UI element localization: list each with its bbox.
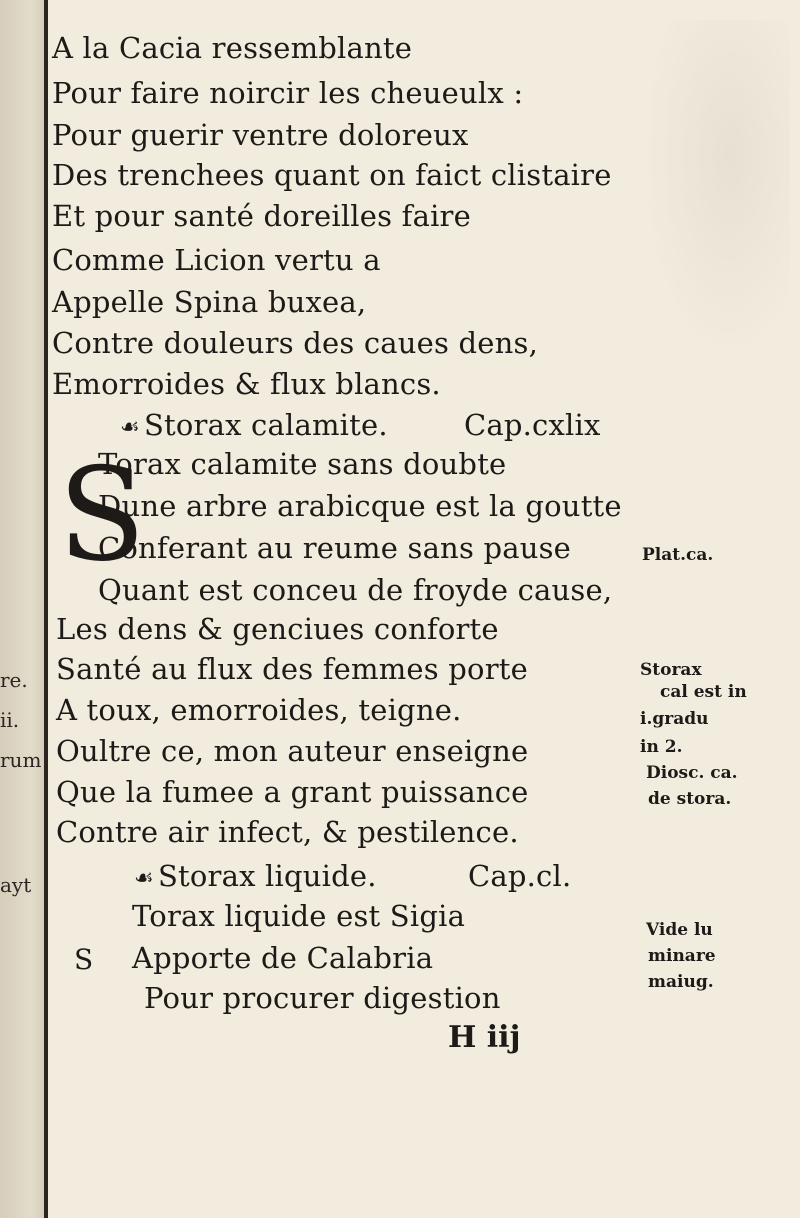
verse-line: Contre air infect, & pestilence.: [56, 815, 519, 849]
verse-line: Que la fumee a grant puissance: [56, 775, 529, 809]
left-cut-text: ayt: [0, 873, 32, 897]
margin-note-line: minare: [648, 946, 716, 966]
marginal-letter: S: [74, 943, 94, 976]
margin-note-line: i.gradu: [640, 709, 709, 729]
verse-line: Pour faire noircir les cheueulx :: [52, 76, 524, 110]
left-cut-text: ii.: [0, 708, 20, 732]
verse-line: A toux, emorroides, teigne.: [56, 693, 462, 727]
drop-cap: S: [58, 441, 146, 590]
verse-line: Appelle Spina buxea,: [52, 285, 367, 319]
fleuron-icon: ☙: [134, 866, 154, 891]
verse-line: Comme Licion vertu a: [52, 243, 381, 277]
verse-line: Emorroides & flux blancs.: [52, 367, 441, 401]
margin-note-line: Storax: [640, 660, 702, 680]
verse-line: Torax calamite sans doubte: [98, 447, 507, 481]
margin-note-line: maiug.: [648, 972, 714, 992]
signature-mark: H iij: [448, 1020, 521, 1055]
margin-note-line: Diosc. ca.: [646, 763, 738, 783]
left-cut-text: re.: [0, 668, 28, 692]
verse-line: Apporte de Calabria: [132, 941, 434, 975]
left-cut-text: rum: [0, 748, 42, 772]
chapter-title: Storax calamite.: [143, 408, 388, 442]
verse-line: Oultre ce, mon auteur enseigne: [56, 734, 529, 768]
chapter-number: Cap.cxlix: [464, 408, 601, 442]
margin-note-plat: Plat.ca.: [642, 545, 714, 565]
margin-note-line: cal est in: [660, 682, 747, 702]
margin-note-line: Vide lu: [646, 920, 713, 940]
margin-note-line: de stora.: [648, 789, 732, 809]
chapter-heading: [134, 856, 377, 900]
verse-line: Dune arbre arabicque est la goutte: [98, 489, 622, 523]
verse-line: Les dens & genciues conforte: [56, 612, 499, 646]
verse-line: Santé au flux des femmes porte: [56, 652, 528, 686]
verse-line: Pour guerir ventre doloreux: [52, 118, 469, 152]
verse-line: A la Cacia ressemblante: [52, 31, 413, 65]
chapter-number: Cap.cl.: [468, 859, 572, 893]
verse-line: Contre douleurs des caues dens,: [52, 326, 539, 360]
chapter-heading: [120, 405, 388, 449]
margin-note-line: in 2.: [640, 737, 683, 757]
verse-line: Et pour santé doreilles faire: [52, 199, 471, 233]
verse-line: Conferant au reume sans pause: [98, 531, 572, 565]
fleuron-icon: ☙: [120, 415, 140, 440]
verse-line: Pour procurer digestion: [144, 981, 501, 1015]
chapter-title: Storax liquide.: [157, 859, 377, 893]
verse-line: Quant est conceu de froyde cause,: [98, 573, 613, 607]
bleed-through-shadow: [640, 20, 790, 360]
verse-line: Des trenchees quant on faict clistaire: [52, 158, 612, 192]
verse-line: Torax liquide est Sigia: [132, 899, 466, 933]
